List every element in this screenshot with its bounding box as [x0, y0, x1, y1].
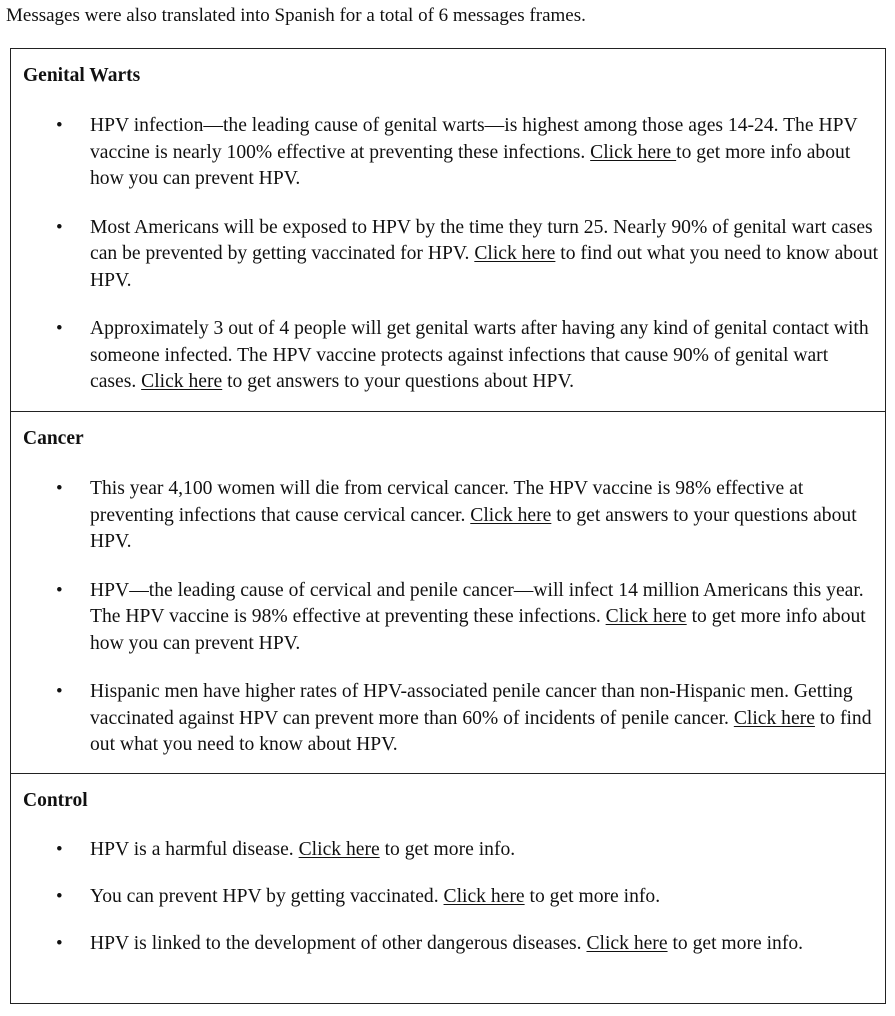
message-text: HPV is a harmful disease.	[90, 839, 299, 860]
list-item	[11, 113, 885, 193]
message-text: HPV infection—the leading cause of genital warts—is highest among those ages 14-24. The HPV vaccine is nearly 100% effective at preventing these infections.	[90, 115, 858, 163]
click-here-link[interactable]: Click here	[605, 606, 687, 627]
bullet-list-control	[11, 837, 885, 978]
message-text: You can prevent HPV by getting vaccinated.	[90, 886, 444, 907]
click-here-link[interactable]: Click here	[733, 707, 815, 729]
list-item	[11, 215, 885, 295]
message-text: Hispanic men have higher rates of HPV-associated penile cancer than non-Hispanic men. Getting vaccinated against HPV can prevent more than 60% of incidents of penile cancer.	[90, 681, 853, 729]
bullet-icon: •	[56, 681, 63, 702]
bullet-icon: •	[56, 318, 63, 339]
list-item	[11, 578, 885, 658]
bullet-icon: •	[56, 886, 63, 907]
message-text: HPV—the leading cause of cervical and penile cancer—will infect 14 million Americans this year. The HPV vaccine is 98% effective at preventing these infections.	[90, 579, 864, 627]
message-text-after: to get more info about how you can prevent HPV.	[90, 606, 866, 654]
message-text-after: to get more info.	[524, 886, 661, 907]
click-here-link[interactable]: Click here	[590, 141, 677, 163]
message-text-after: to get answers to your questions about HPV.	[222, 371, 574, 392]
message-text-after: to find out what you need to know about HPV.	[90, 243, 879, 291]
bullet-icon: •	[56, 478, 63, 499]
bullet-icon: •	[56, 579, 63, 601]
bullet-icon: •	[56, 216, 63, 238]
bullet-list-genital-warts	[11, 113, 885, 418]
section-control	[11, 774, 885, 1003]
message-text: This year 4,100 women will die from cervical cancer. The HPV vaccine is 98% effective at preventing infections that cause cervical cancer.	[90, 478, 804, 526]
message-text: Approximately 3 out of 4 people will get genital warts after having any kind of genital contact with someone infected. The HPV vaccine protects against infections that cause 90% of genital wart cases.	[90, 318, 869, 392]
message-text-after: to get more info about how you can prevent HPV.	[90, 141, 851, 189]
list-item	[11, 476, 885, 556]
message-frames-table	[10, 48, 886, 1004]
click-here-link[interactable]: Click here	[141, 371, 223, 392]
section-heading-cancer: Cancer	[23, 428, 84, 449]
section-heading-genital-warts: Genital Warts	[23, 65, 141, 86]
bullet-list-cancer	[11, 476, 885, 781]
message-text: HPV is linked to the development of other dangerous diseases.	[90, 933, 587, 954]
list-item	[11, 884, 885, 911]
click-here-link[interactable]: Click here	[586, 933, 668, 954]
click-here-link[interactable]: Click here	[470, 504, 552, 526]
bullet-icon: •	[56, 839, 63, 860]
section-heading-control: Control	[23, 790, 88, 811]
message-text-after: to find out what you need to know about HPV.	[90, 707, 872, 755]
list-item	[11, 837, 885, 864]
message-text-after: to get more info.	[667, 933, 804, 954]
list-item	[11, 316, 885, 396]
list-item	[11, 931, 885, 958]
bullet-icon: •	[56, 933, 63, 954]
message-text: Most Americans will be exposed to HPV by the time they turn 25. Nearly 90% of genital wart cases can be prevented by getting vaccinated for HPV.	[90, 216, 873, 264]
bullet-icon: •	[56, 115, 63, 136]
click-here-link[interactable]: Click here	[443, 886, 525, 907]
click-here-link[interactable]: Click here	[474, 243, 556, 264]
intro-text: Messages were also translated into Spanish for a total of 6 messages frames.	[6, 5, 586, 26]
click-here-link[interactable]: Click here	[298, 839, 380, 860]
list-item	[11, 679, 885, 759]
section-genital-warts	[11, 49, 885, 412]
message-text-after: to get answers to your questions about HPV.	[90, 504, 857, 552]
section-cancer	[11, 412, 885, 774]
message-text-after: to get more info.	[379, 839, 516, 860]
